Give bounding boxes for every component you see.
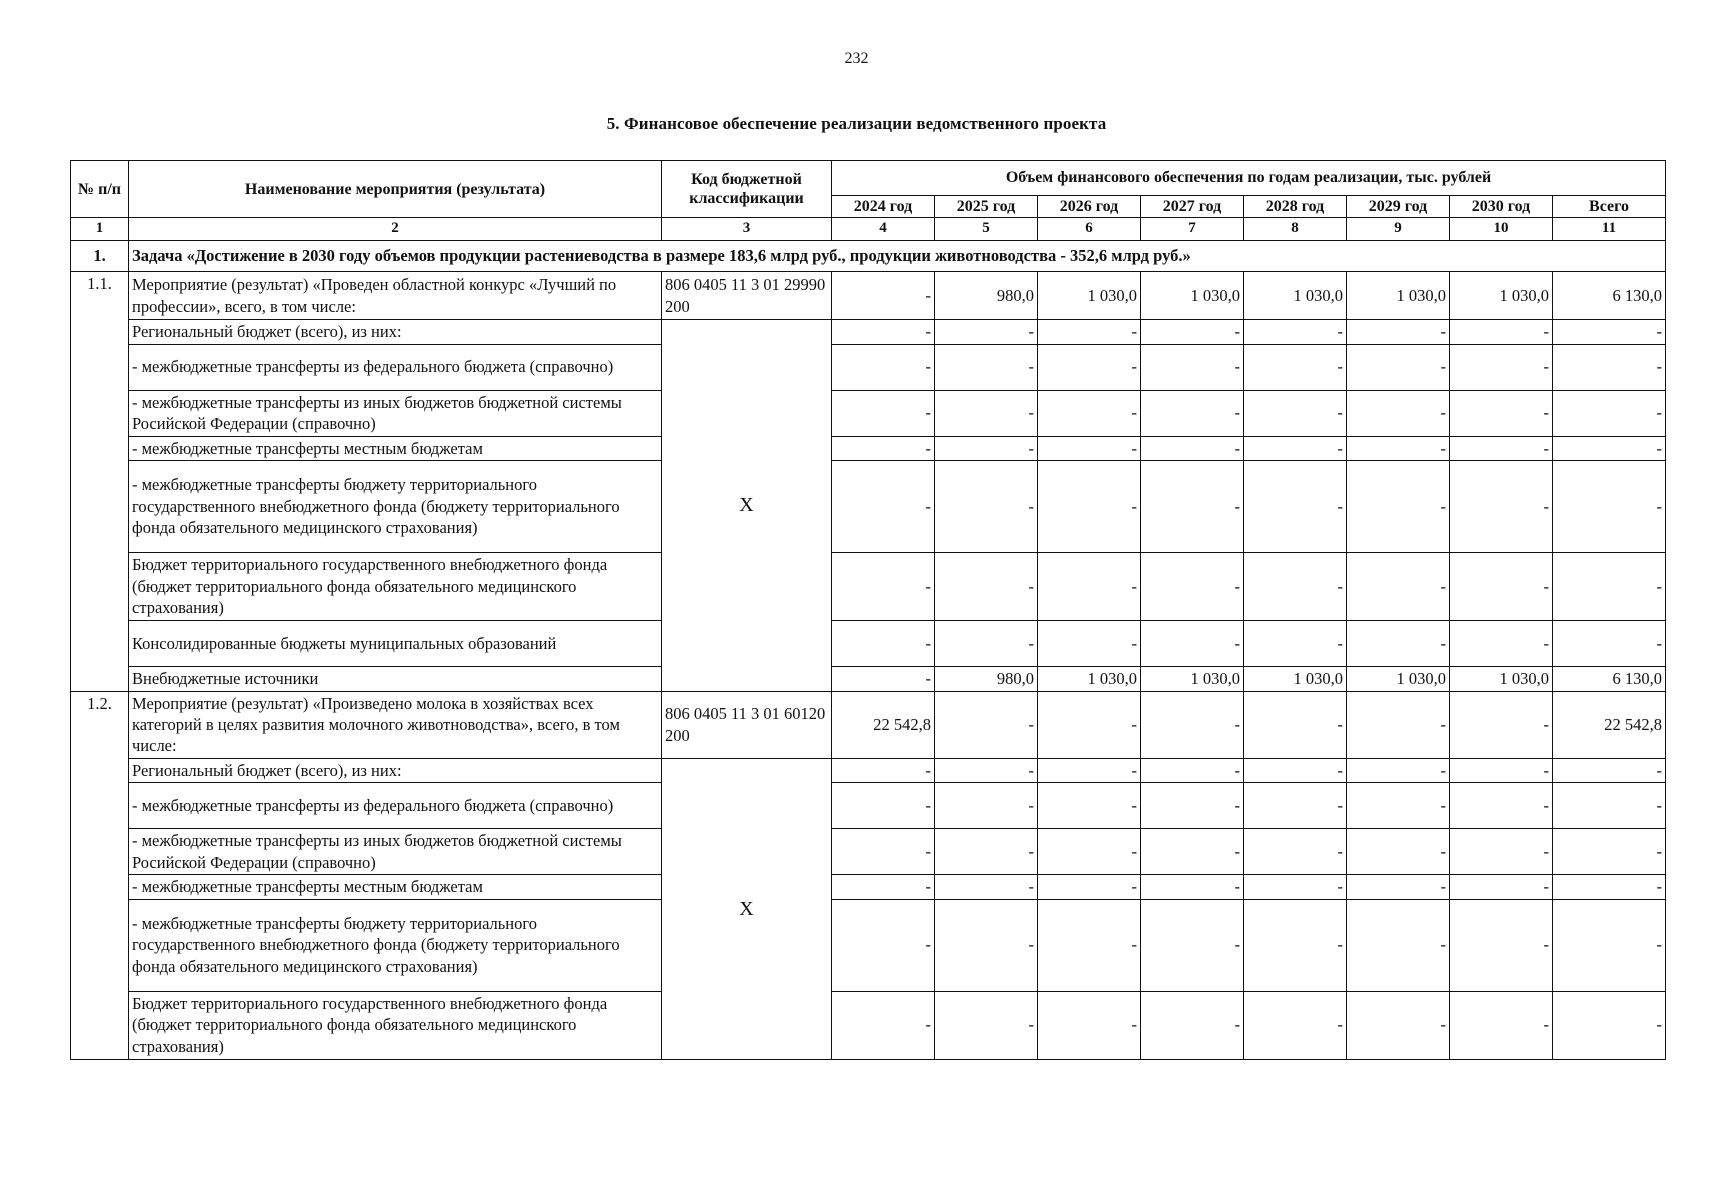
- funding-source-value: -: [1553, 991, 1666, 1059]
- activity-value: -: [1450, 691, 1553, 758]
- funding-source-value: -: [1553, 436, 1666, 460]
- activity-value: -: [1244, 691, 1347, 758]
- funding-source-label: - межбюджетные трансферты местным бюджетам: [129, 875, 662, 899]
- funding-source-value: -: [935, 758, 1038, 782]
- funding-source-value: -: [1141, 553, 1244, 621]
- column-number: 6: [1038, 218, 1141, 241]
- funding-source-label: - межбюджетные трансферты из федерального бюджета (справочно): [129, 344, 662, 390]
- header-year-2027: 2027 год: [1141, 196, 1244, 218]
- funding-source-value: -: [1141, 344, 1244, 390]
- funding-source-value: -: [832, 783, 935, 829]
- funding-source-value: 1 030,0: [1347, 667, 1450, 691]
- funding-source-value: -: [1038, 320, 1141, 344]
- funding-source-value: -: [1038, 621, 1141, 667]
- funding-source-value: -: [1553, 390, 1666, 436]
- funding-source-value: -: [1141, 320, 1244, 344]
- funding-source-label: - межбюджетные трансферты из иных бюджетов бюджетной системы Росийской Федерации (справочно): [129, 829, 662, 875]
- funding-source-value: -: [935, 621, 1038, 667]
- funding-source-value: -: [1244, 390, 1347, 436]
- header-name: Наименование мероприятия (результата): [129, 161, 662, 218]
- funding-source-value: -: [935, 553, 1038, 621]
- financing-table: [70, 160, 1666, 1060]
- table-body: [71, 218, 1666, 1060]
- header-year-2024: 2024 год: [832, 196, 935, 218]
- funding-source-value: -: [1347, 758, 1450, 782]
- funding-source-value: -: [935, 899, 1038, 991]
- activity-value: -: [1347, 691, 1450, 758]
- funding-source-value: -: [1141, 783, 1244, 829]
- funding-source-value: -: [1038, 436, 1141, 460]
- funding-source-value: -: [832, 621, 935, 667]
- funding-source-row: [71, 991, 1666, 1059]
- funding-source-value: -: [935, 436, 1038, 460]
- header-total: Всего: [1553, 196, 1666, 218]
- funding-source-row: [71, 829, 1666, 875]
- funding-source-row: [71, 899, 1666, 991]
- funding-source-value: -: [1450, 621, 1553, 667]
- funding-source-value: -: [1553, 899, 1666, 991]
- funding-source-row: [71, 436, 1666, 460]
- funding-source-value: -: [935, 461, 1038, 553]
- funding-source-row: [71, 320, 1666, 344]
- funding-source-label: Бюджет территориального государственного внебюджетного фонда (бюджет территориального фонда обязательного медицинского страхования): [129, 553, 662, 621]
- activity-value: 1 030,0: [1141, 272, 1244, 320]
- funding-source-value: -: [1553, 344, 1666, 390]
- funding-source-value: -: [1450, 783, 1553, 829]
- funding-source-label: - межбюджетные трансферты из иных бюджетов бюджетной системы Росийской Федерации (справочно): [129, 390, 662, 436]
- activity-value: 22 542,8: [1553, 691, 1666, 758]
- column-number: 9: [1347, 218, 1450, 241]
- activity-value: -: [1038, 691, 1141, 758]
- funding-source-value: -: [1244, 320, 1347, 344]
- funding-source-row: [71, 344, 1666, 390]
- header-year-2025: 2025 год: [935, 196, 1038, 218]
- funding-source-value: -: [832, 390, 935, 436]
- funding-source-value: -: [1141, 991, 1244, 1059]
- funding-source-value: -: [1347, 829, 1450, 875]
- funding-source-value: -: [832, 553, 935, 621]
- header-year-2030: 2030 год: [1450, 196, 1553, 218]
- column-number: 2: [129, 218, 662, 241]
- funding-source-row: [71, 461, 1666, 553]
- activity-row: [71, 691, 1666, 758]
- activity-value: 980,0: [935, 272, 1038, 320]
- budget-code-placeholder: X: [662, 320, 832, 691]
- funding-source-value: -: [1450, 829, 1553, 875]
- column-number: 11: [1553, 218, 1666, 241]
- funding-source-value: -: [1553, 758, 1666, 782]
- column-number-row: [71, 218, 1666, 241]
- funding-source-value: -: [832, 758, 935, 782]
- funding-source-row: [71, 875, 1666, 899]
- funding-source-value: -: [832, 829, 935, 875]
- page-number: 232: [844, 50, 869, 67]
- funding-source-value: 1 030,0: [1450, 667, 1553, 691]
- funding-source-value: -: [1141, 461, 1244, 553]
- funding-source-value: -: [1141, 436, 1244, 460]
- column-number: 1: [71, 218, 129, 241]
- funding-source-value: -: [1347, 875, 1450, 899]
- header-year-2028: 2028 год: [1244, 196, 1347, 218]
- funding-source-value: 1 030,0: [1244, 667, 1347, 691]
- funding-source-value: -: [1450, 875, 1553, 899]
- funding-source-value: -: [1450, 320, 1553, 344]
- funding-source-value: -: [832, 667, 935, 691]
- funding-source-value: -: [1038, 390, 1141, 436]
- funding-source-value: -: [935, 875, 1038, 899]
- funding-source-value: -: [1244, 621, 1347, 667]
- column-number: 4: [832, 218, 935, 241]
- funding-source-value: -: [832, 320, 935, 344]
- funding-source-value: -: [832, 344, 935, 390]
- activity-value: -: [832, 272, 935, 320]
- funding-source-value: -: [1038, 899, 1141, 991]
- funding-source-value: -: [1038, 829, 1141, 875]
- funding-source-value: -: [1347, 621, 1450, 667]
- funding-source-value: 1 030,0: [1038, 667, 1141, 691]
- activity-value: 1 030,0: [1244, 272, 1347, 320]
- funding-source-value: -: [1141, 758, 1244, 782]
- funding-source-value: -: [1553, 829, 1666, 875]
- funding-source-value: -: [1244, 436, 1347, 460]
- funding-source-value: -: [1450, 436, 1553, 460]
- funding-source-value: -: [1244, 344, 1347, 390]
- funding-source-value: -: [1038, 553, 1141, 621]
- activity-value: 1 030,0: [1347, 272, 1450, 320]
- funding-source-value: -: [1450, 991, 1553, 1059]
- funding-source-value: -: [832, 461, 935, 553]
- funding-source-value: -: [1038, 875, 1141, 899]
- header-num: № п/п: [71, 161, 129, 218]
- activity-value: 22 542,8: [832, 691, 935, 758]
- funding-source-label: Региональный бюджет (всего), из них:: [129, 320, 662, 344]
- funding-source-value: -: [935, 783, 1038, 829]
- funding-source-value: -: [832, 899, 935, 991]
- funding-source-row: [71, 758, 1666, 782]
- funding-source-value: -: [1038, 991, 1141, 1059]
- funding-source-value: -: [1141, 899, 1244, 991]
- column-number: 7: [1141, 218, 1244, 241]
- funding-source-row: [71, 667, 1666, 691]
- funding-source-value: -: [935, 991, 1038, 1059]
- funding-source-value: -: [1347, 553, 1450, 621]
- column-number: 3: [662, 218, 832, 241]
- funding-source-value: -: [1553, 783, 1666, 829]
- activity-name: Мероприятие (результат) «Проведен областной конкурс «Лучший по профессии», всего, в том числе:: [129, 272, 662, 320]
- funding-source-value: 980,0: [935, 667, 1038, 691]
- funding-source-value: -: [1038, 344, 1141, 390]
- header-code: Код бюджетной классификации: [662, 161, 832, 218]
- funding-source-value: -: [1553, 553, 1666, 621]
- funding-source-value: -: [1347, 390, 1450, 436]
- funding-source-value: -: [1244, 899, 1347, 991]
- funding-source-value: -: [1347, 991, 1450, 1059]
- budget-code: 806 0405 11 3 01 60120 200: [662, 691, 832, 758]
- funding-source-value: -: [1038, 461, 1141, 553]
- header-year-2026: 2026 год: [1038, 196, 1141, 218]
- funding-source-value: -: [1450, 899, 1553, 991]
- activity-value: -: [1141, 691, 1244, 758]
- task-text: Задача «Достижение в 2030 году объемов продукции растениеводства в размере 183,6 млрд руб., продукции животноводства - 352,6 млрд руб.»: [129, 241, 1666, 272]
- funding-source-value: -: [1141, 390, 1244, 436]
- funding-source-value: -: [1347, 899, 1450, 991]
- funding-source-row: [71, 553, 1666, 621]
- funding-source-value: -: [1347, 783, 1450, 829]
- funding-source-value: -: [1244, 758, 1347, 782]
- column-number: 10: [1450, 218, 1553, 241]
- funding-source-value: -: [1347, 344, 1450, 390]
- activity-value: 1 030,0: [1038, 272, 1141, 320]
- funding-source-value: -: [1553, 875, 1666, 899]
- funding-source-value: -: [832, 875, 935, 899]
- activity-value: 1 030,0: [1450, 272, 1553, 320]
- funding-source-label: Внебюджетные источники: [129, 667, 662, 691]
- funding-source-value: 6 130,0: [1553, 667, 1666, 691]
- funding-source-label: - межбюджетные трансферты местным бюджетам: [129, 436, 662, 460]
- funding-source-label: Консолидированные бюджеты муниципальных образований: [129, 621, 662, 667]
- funding-source-value: -: [935, 320, 1038, 344]
- activity-row: [71, 272, 1666, 320]
- budget-code: 806 0405 11 3 01 29990 200: [662, 272, 832, 320]
- funding-source-value: -: [1244, 875, 1347, 899]
- funding-source-row: [71, 621, 1666, 667]
- funding-source-value: -: [1244, 553, 1347, 621]
- funding-source-value: -: [1244, 829, 1347, 875]
- task-number: 1.: [71, 241, 129, 272]
- funding-source-value: -: [1141, 875, 1244, 899]
- funding-source-value: -: [1347, 436, 1450, 460]
- funding-source-row: [71, 783, 1666, 829]
- funding-source-value: -: [1038, 783, 1141, 829]
- header-volume: Объем финансового обеспечения по годам реализации, тыс. рублей: [832, 161, 1666, 196]
- funding-source-value: -: [832, 436, 935, 460]
- activity-name: Мероприятие (результат) «Произведено молока в хозяйствах всех категорий в целях развития молочного животноводства», всего, в том числе:: [129, 691, 662, 758]
- funding-source-value: 1 030,0: [1141, 667, 1244, 691]
- funding-source-label: - межбюджетные трансферты бюджету территориального государственного внебюджетного фонда (бюджету территориального фонда обязательного медицинского страхования): [129, 461, 662, 553]
- funding-source-value: -: [1553, 621, 1666, 667]
- activity-number: 1.1.: [71, 272, 129, 691]
- funding-source-label: - межбюджетные трансферты из федерального бюджета (справочно): [129, 783, 662, 829]
- funding-source-value: -: [1450, 390, 1553, 436]
- section-title: 5. Финансовое обеспечение реализации ведомственного проекта: [606, 114, 1107, 133]
- column-number: 5: [935, 218, 1038, 241]
- activity-value: 6 130,0: [1553, 272, 1666, 320]
- header-row-top: [71, 161, 1666, 196]
- funding-source-value: -: [1244, 783, 1347, 829]
- funding-source-value: -: [1450, 461, 1553, 553]
- header-year-2029: 2029 год: [1347, 196, 1450, 218]
- funding-source-label: Бюджет территориального государственного внебюджетного фонда (бюджет территориального фонда обязательного медицинского страхования): [129, 991, 662, 1059]
- funding-source-label: Региональный бюджет (всего), из них:: [129, 758, 662, 782]
- funding-source-value: -: [935, 390, 1038, 436]
- funding-source-value: -: [1450, 758, 1553, 782]
- funding-source-label: - межбюджетные трансферты бюджету территориального государственного внебюджетного фонда (бюджету территориального фонда обязательного медицинского страхования): [129, 899, 662, 991]
- funding-source-value: -: [1038, 758, 1141, 782]
- column-number: 8: [1244, 218, 1347, 241]
- funding-source-value: -: [1141, 621, 1244, 667]
- funding-source-row: [71, 390, 1666, 436]
- funding-source-value: -: [1450, 553, 1553, 621]
- activity-number: 1.2.: [71, 691, 129, 1059]
- funding-source-value: -: [1553, 461, 1666, 553]
- funding-source-value: -: [1450, 344, 1553, 390]
- funding-source-value: -: [832, 991, 935, 1059]
- funding-source-value: -: [1553, 320, 1666, 344]
- funding-source-value: -: [935, 829, 1038, 875]
- funding-source-value: -: [1141, 829, 1244, 875]
- funding-source-value: -: [935, 344, 1038, 390]
- budget-code-placeholder: X: [662, 758, 832, 1059]
- activity-value: -: [935, 691, 1038, 758]
- funding-source-value: -: [1347, 320, 1450, 344]
- funding-source-value: -: [1347, 461, 1450, 553]
- funding-source-value: -: [1244, 991, 1347, 1059]
- funding-source-value: -: [1244, 461, 1347, 553]
- task-row: [71, 241, 1666, 272]
